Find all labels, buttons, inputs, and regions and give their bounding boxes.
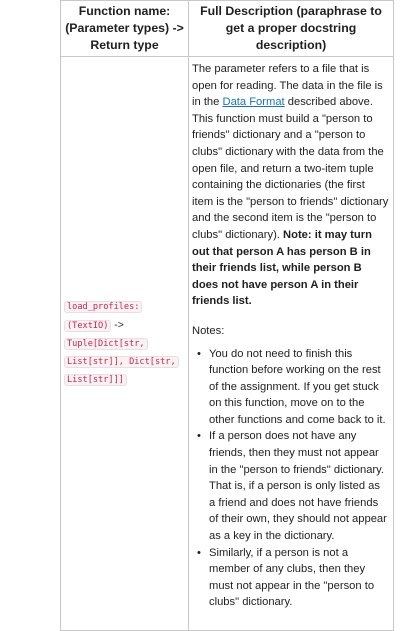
return-arrow: ->	[114, 319, 124, 331]
bullet-icon: •	[197, 430, 201, 443]
function-spec-table	[60, 0, 394, 631]
table-row	[61, 57, 394, 631]
function-name-code: load_profiles:	[64, 301, 142, 313]
description-paragraph	[192, 61, 389, 310]
data-format-link[interactable]: Data Format	[222, 96, 285, 109]
description-note-bold: Note: it may turn out that person A has person B in their friends list, while person B does not have person A in their friends list.	[192, 228, 372, 308]
bullet-icon: •	[197, 546, 201, 559]
description-text-before-link: The parameter refers to a file that is open for reading. The data in the file is in the	[192, 63, 383, 109]
note-text: You do not need to finish this function before working on the rest of the assignment. If you get stuck on this function, move on to the other functions and come back to it.	[209, 347, 386, 426]
notes-list	[192, 346, 389, 612]
function-description-cell	[189, 57, 394, 631]
list-item	[197, 545, 389, 611]
header-full-description: Full Description (paraphrase to get a proper docstring description)	[189, 1, 394, 57]
note-text: If a person does not have any friends, then they must not appear in the "person to friends" dictionary. That is, if a person is only listed as a friend and does not have friends of their own, they should not appear as a key in the dictionary.	[209, 430, 387, 543]
return-type-code-2: List[str]], Dict[str,	[64, 356, 179, 368]
notes-label: Notes:	[192, 324, 225, 337]
list-item	[197, 346, 389, 429]
bullet-icon: •	[197, 347, 201, 360]
function-signature-cell	[61, 57, 189, 631]
header-function-name: Function name: (Parameter types) -> Return type	[61, 1, 189, 57]
return-type-code-1: Tuple[Dict[str,	[64, 338, 148, 350]
table-header-row	[61, 1, 394, 57]
description-text-after-link: described above. This function must build a "person to friends" dictionary and a "person to clubs" dictionary with the data from the open file, and return a two-item tuple containing the dictionaries (the first item is the "person to friends" dictionary and the second item is the "person to clubs" dictionary).	[192, 96, 389, 241]
param-types-code: (TextIO)	[64, 320, 111, 332]
return-type-code-3: List[str]]]	[64, 374, 127, 386]
note-text: Similarly, if a person is not a member of any clubs, then they must not appear in the "person to clubs" dictionary.	[209, 546, 375, 609]
list-item	[197, 428, 389, 544]
